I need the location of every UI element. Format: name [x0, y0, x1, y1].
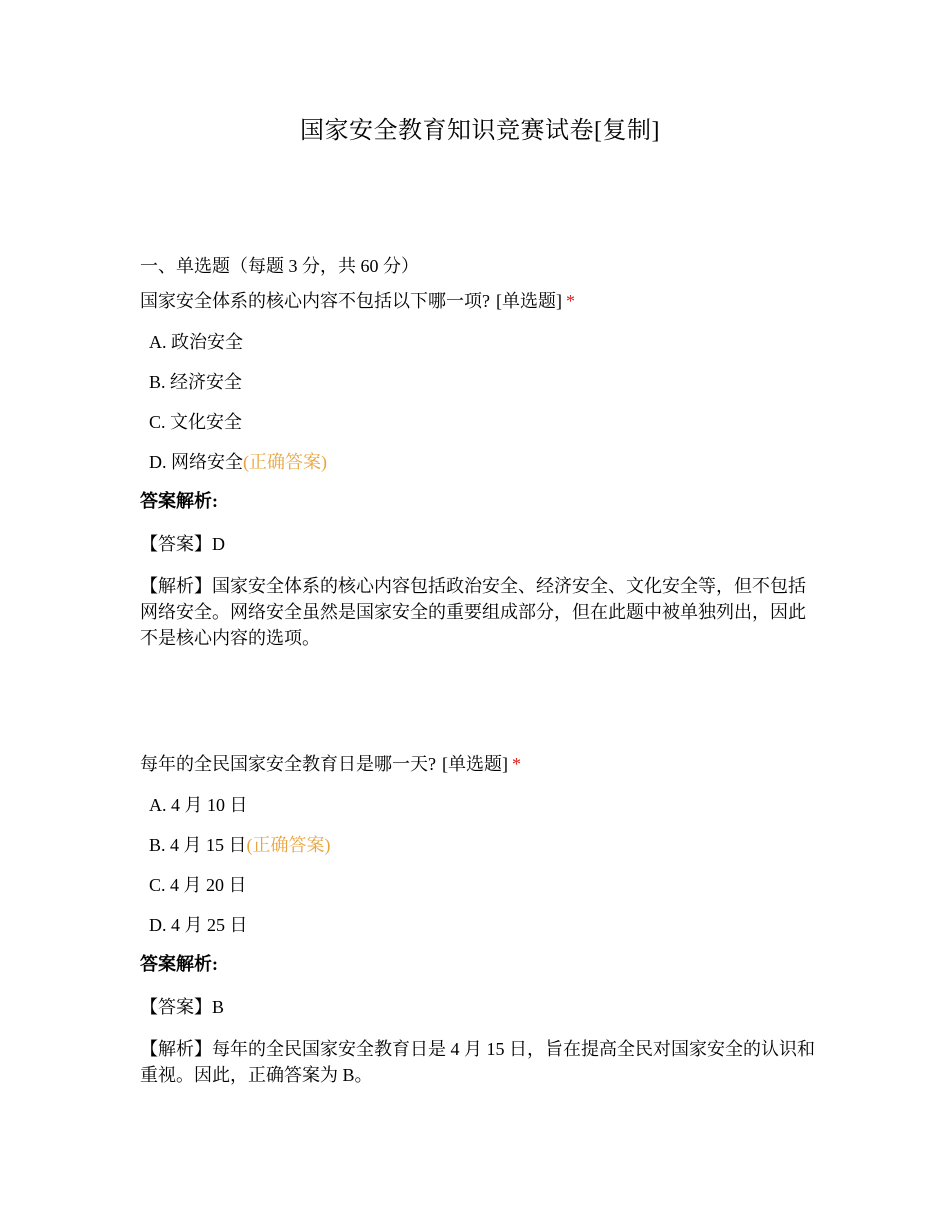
section-heading: 一、单选题（每题 3 分，共 60 分）: [140, 256, 419, 276]
option-label: A. 政治安全: [149, 332, 243, 353]
option-a: [149, 785, 815, 825]
option-b: [149, 825, 815, 865]
option-d: [149, 442, 815, 482]
question-stem: [140, 288, 815, 314]
answer-line: 【答案】D: [140, 534, 225, 555]
option-label: B. 经济安全: [149, 372, 243, 393]
question-type: [单选题]: [442, 754, 508, 774]
question-stem: [140, 751, 815, 777]
option-b: [149, 362, 815, 402]
explanation-text: 【解析】每年的全民国家安全教育日是 4 月 15 日，旨在提高全民对国家安全的认识和重视。因此，正确答案为 B。: [140, 1039, 815, 1086]
correct-answer-mark: (正确答案): [246, 835, 331, 856]
option-label: D. 4 月 25 日: [149, 915, 248, 936]
answer-line: 【答案】B: [140, 997, 225, 1018]
required-mark: *: [566, 291, 575, 311]
analysis-label: 答案解析:: [140, 491, 218, 512]
option-label: A. 4 月 10 日: [149, 795, 248, 816]
option-d: [149, 905, 815, 945]
question-text: 每年的全民国家安全教育日是哪一天?: [140, 754, 436, 774]
option-label: B. 4 月 15 日: [149, 835, 247, 856]
option-c: [149, 865, 815, 905]
option-a: [149, 322, 815, 362]
document-title: 国家安全教育知识竞赛试卷[复制]: [300, 118, 660, 144]
option-label: D. 网络安全: [149, 452, 243, 473]
question-text: 国家安全体系的核心内容不包括以下哪一项?: [140, 291, 490, 311]
question-block: [140, 288, 815, 651]
option-label: C. 文化安全: [149, 412, 243, 433]
required-mark: *: [512, 754, 521, 774]
question-block: [140, 751, 815, 1088]
option-label: C. 4 月 20 日: [149, 875, 247, 896]
question-type: [单选题]: [496, 291, 562, 311]
correct-answer-mark: (正确答案): [243, 452, 327, 473]
option-c: [149, 402, 815, 442]
analysis-label: 答案解析:: [140, 954, 218, 975]
explanation-text: 【解析】国家安全体系的核心内容包括政治安全、经济安全、文化安全等，但不包括网络安全。网络安全虽然是国家安全的重要组成部分，但在此题中被单独列出，因此不是核心内容的选项。: [140, 576, 806, 649]
